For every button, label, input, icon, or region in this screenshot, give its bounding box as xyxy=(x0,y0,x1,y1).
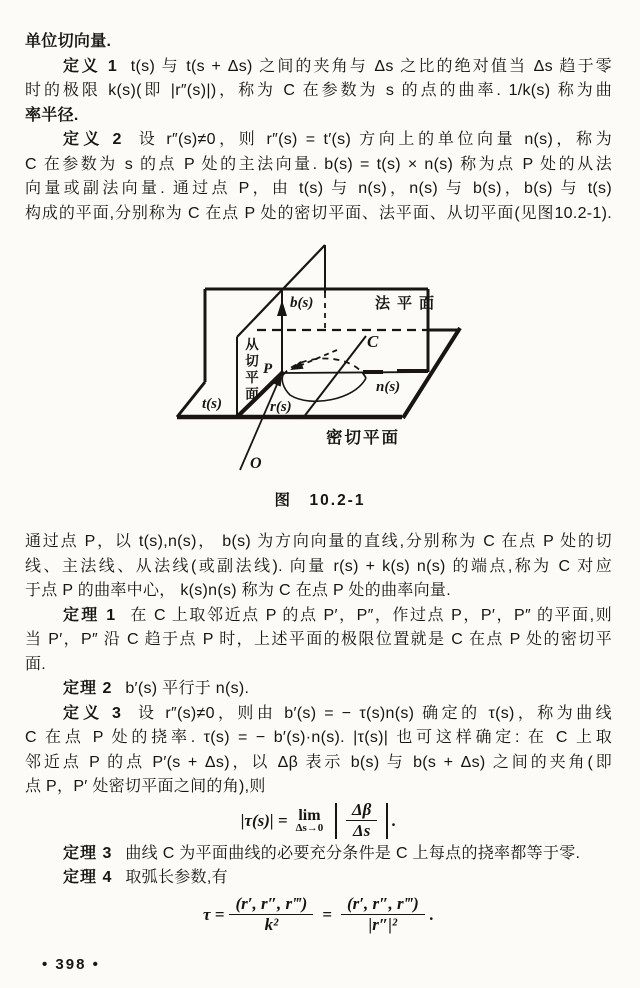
equals-sign: = xyxy=(322,904,332,924)
paragraph-line: 于点 P 的曲率中心， k(s)n(s) 称为 C 在点 P 处的曲率向量. xyxy=(25,582,451,599)
paragraph-line: 邻近点 P 的点 P′(s + Δs)，以 Δβ 表示 b(s) 与 b(s + Δs) 之间的夹角(即 xyxy=(25,753,612,771)
theorem-2-line xyxy=(25,677,612,702)
theorem-3-text: 曲线 C 为平面曲线的必要充分条件是 C 上每点的挠率都等于零. xyxy=(125,844,581,862)
paragraph-line: 向量或副法向量. 通过点 P，由 t(s) 与 n(s)，n(s) 与 b(s)，b(s) 与 t(s) xyxy=(25,180,612,197)
formula2-lhs: τ = xyxy=(203,904,225,924)
paragraph-line: 面. xyxy=(25,655,47,673)
definition-2-label: 定义 2 xyxy=(63,131,123,148)
limit-operator: lim Δs→0 xyxy=(295,806,324,834)
curve-c-label: C xyxy=(367,332,379,351)
theorem-1-line xyxy=(25,604,612,629)
b-vector-label: b(s) xyxy=(290,295,314,311)
paragraph-line: C 在参数为 s 的点 P 处的主法向量. b(s) = t(s) × n(s) 称为点 P 处的从法 xyxy=(25,155,612,173)
definition-1-text: t(s) 与 t(s + Δs) 之间的夹角与 Δs 之比的绝对值当 Δs 趋于零 xyxy=(130,57,612,75)
theorem-1-text: 在 C 上取邻近点 P 的点 P′，P″，作过点 P，P′，P″ 的平面,则 xyxy=(129,606,612,624)
paragraph-line: 当 P′，P″ 沿 C 趋于点 P 时，上述平面的极限位置就是 C 在点 P 处的密切平 xyxy=(25,631,612,648)
definition-3-text: 设 r″(s)≠0，则由 b′(s) = − τ(s)n(s) 确定的 τ(s)，称为曲线 xyxy=(134,704,612,722)
theorem-3-label: 定理 3 xyxy=(63,844,113,862)
definition-2-line xyxy=(25,128,612,153)
paragraph-line: 构成的平面,分别称为 C 在点 P 处的密切平面、法平面、从切平面(见图10.2-1). xyxy=(25,204,612,222)
paragraph-line: 率半径. xyxy=(25,106,79,124)
theorem-4-text: 取弧长参数,有 xyxy=(125,869,228,886)
abs-bar xyxy=(335,803,337,839)
torsion-mixed-product-formula xyxy=(25,893,612,937)
rectifying-plane-label: 从切平面 xyxy=(243,337,258,403)
body-block xyxy=(0,530,640,937)
normal-plane-label: 法平面 xyxy=(375,295,442,312)
intro-block xyxy=(0,0,640,226)
origin-label: O xyxy=(250,455,262,472)
figure-10-2-1-drawing xyxy=(0,238,640,488)
figure-caption: 图 10.2-1 xyxy=(274,492,366,509)
definition-1-line xyxy=(25,55,612,80)
mixed-product-fraction-1: $\frac{(r', r'', r‴)}{\text{k²}}$ xyxy=(229,895,313,934)
paragraph-line: 点 P，P′ 处密切平面之间的角),则 xyxy=(25,778,266,795)
formula1-lhs: |τ(s)| = xyxy=(240,810,288,830)
paragraph-line: 线、主法线、从法线(或副法线). 向量 r(s) + k(s) n(s) 的端点,称为 C 对应 xyxy=(25,557,612,575)
osculating-circle-front-arc xyxy=(282,375,366,401)
abs-bar xyxy=(386,803,388,839)
t-vector-label: t(s) xyxy=(202,396,222,412)
definition-3-label: 定义 3 xyxy=(63,704,122,722)
definition-2-text: 设 r″(s)≠0，则 r″(s) = t′(s) 方向上的单位向量 n(s)，称为 xyxy=(135,131,612,148)
theorem-3-line xyxy=(25,842,612,867)
formula1-period: . xyxy=(392,810,397,830)
theorem-2-label: 定理 2 xyxy=(63,680,113,697)
mixed-product-fraction-2: $\frac{(r', r'', r‴)}{\text{|r″|²}}$ xyxy=(341,895,425,934)
left-plane-lower-slant xyxy=(177,382,205,417)
paragraph-line: 单位切向量. xyxy=(25,33,112,50)
theorem-4-line xyxy=(25,866,612,891)
osculating-plane-label: 密切平面 xyxy=(326,429,400,447)
point-p-label: P xyxy=(263,361,273,377)
r-vector-label: r(s) xyxy=(270,399,292,415)
paragraph-line: 时的极限 k(s)(即 |r″(s)|)，称为 C 在参数为 s 的点的曲率. 1/k(s) 称为曲 xyxy=(25,82,612,99)
n-vector-label: n(s) xyxy=(376,379,401,395)
page-number: • 398 • xyxy=(42,956,100,973)
delta-fraction: $\frac{\Delta\beta}{\Delta s}$ xyxy=(346,801,377,840)
paragraph-line: C 在点 P 处的挠率. τ(s) = − b′(s)·n(s). |τ(s)| 也可这样确定: 在 C 上取 xyxy=(25,729,612,746)
torsion-limit-formula xyxy=(25,800,612,842)
point-p-dot xyxy=(280,371,284,375)
theorem-1-label: 定理 1 xyxy=(63,606,117,624)
theorem-4-label: 定理 4 xyxy=(63,869,113,886)
figure-10-2-1 xyxy=(0,238,640,488)
paragraph-line: 通过点 P，以 t(s),n(s)， b(s) 为方向向量的直线,分别称为 C 在点 P 处的切 xyxy=(25,533,612,550)
theorem-2-text: b′(s) 平行于 n(s). xyxy=(125,680,250,697)
definition-1-label: 定义 1 xyxy=(63,57,118,75)
definition-3-line xyxy=(25,702,612,727)
b-vector-arrowhead xyxy=(277,300,287,316)
curve-c-line xyxy=(303,336,366,418)
formula2-period: . xyxy=(429,904,434,924)
